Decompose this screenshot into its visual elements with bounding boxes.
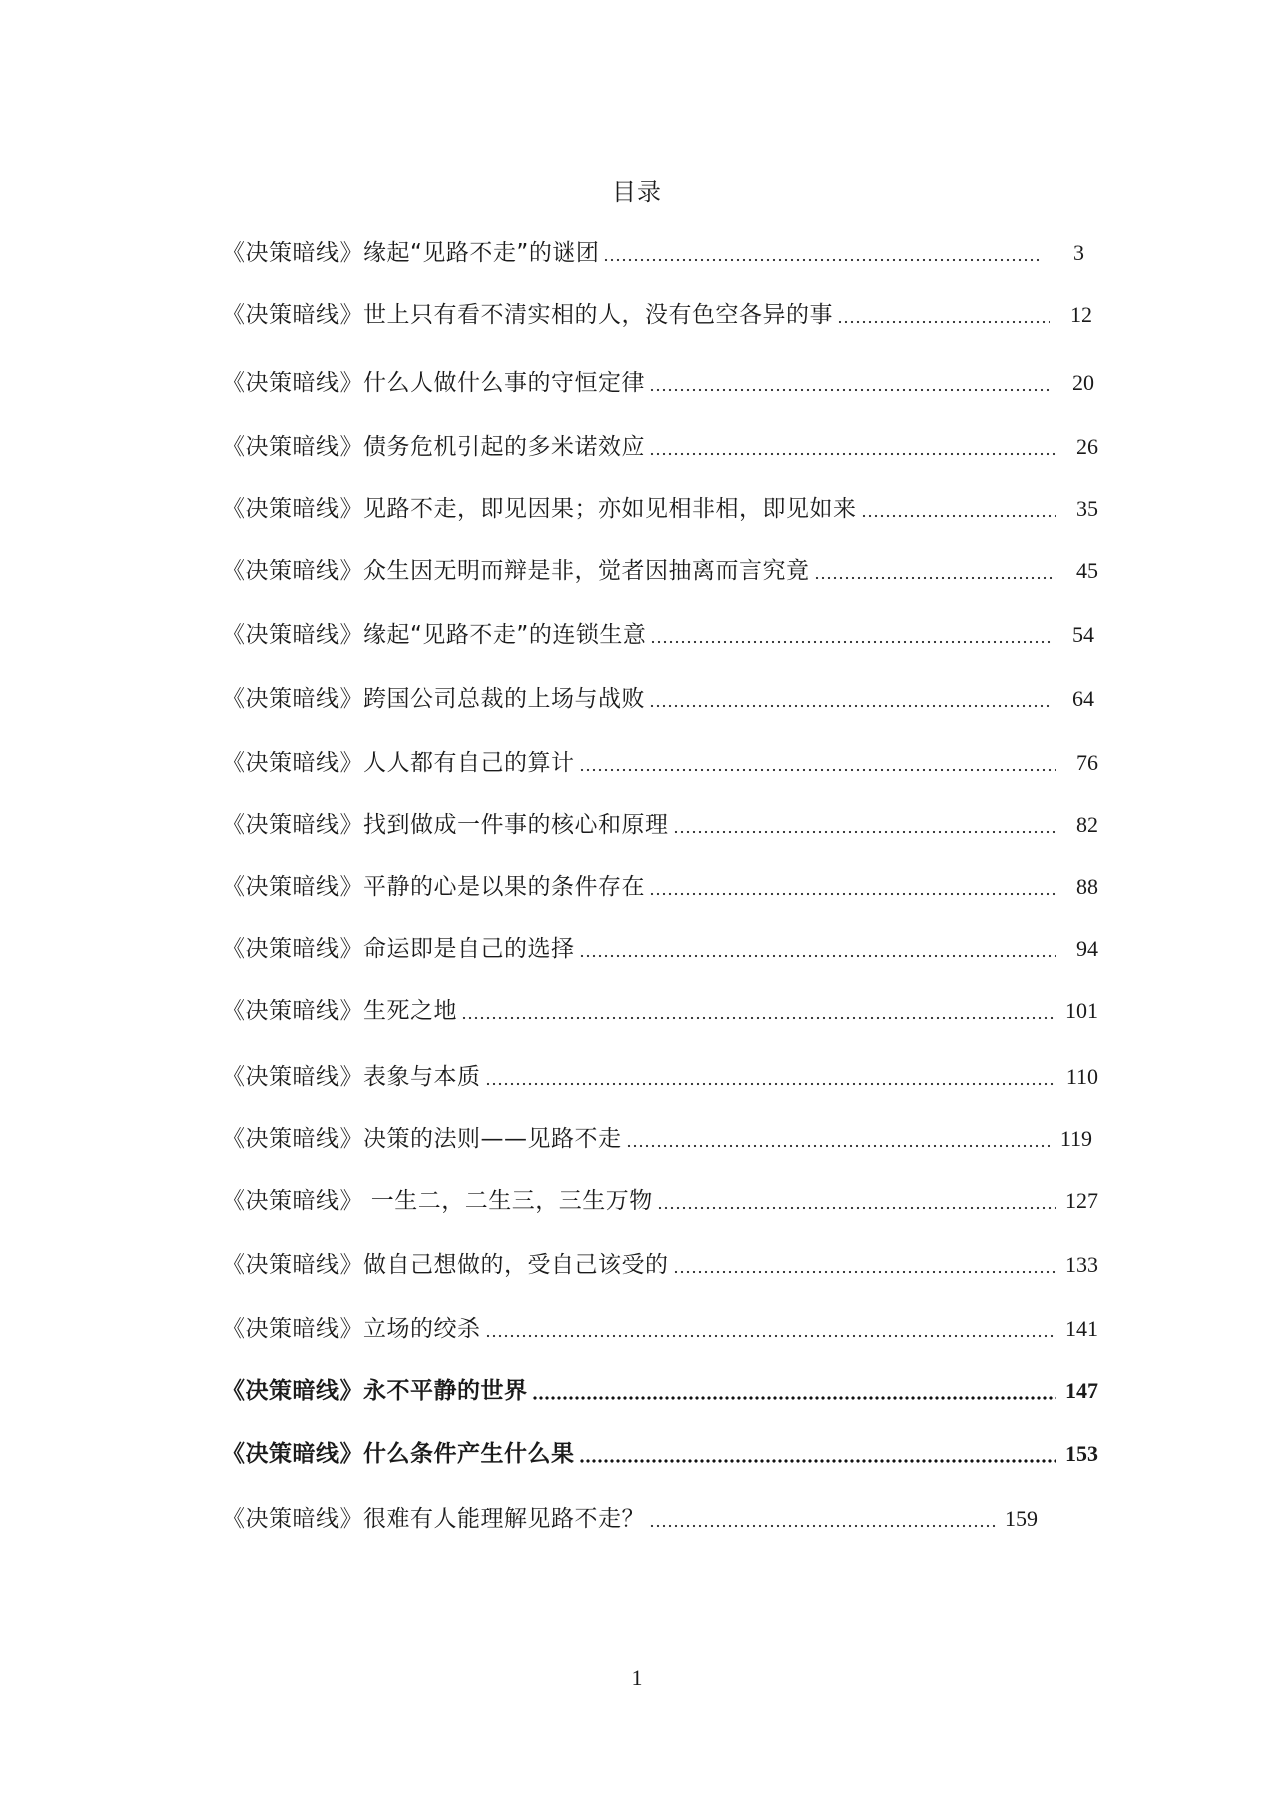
toc-entry[interactable] [222,870,1098,904]
dot-leader [579,935,1057,959]
toc-entry-page-number: 141 [1065,1316,1098,1341]
toc-entry-page-number: 94 [1076,936,1098,961]
dot-leader [532,1377,1057,1401]
dot-leader [649,1505,996,1529]
toc-entry-title: 《决策暗线》很难有人能理解见路不走？ [222,1506,645,1532]
toc-entry[interactable] [222,1312,1098,1346]
dot-leader [579,1440,1057,1464]
toc-entry[interactable] [222,1184,1098,1218]
toc-entry-page-number: 12 [1070,302,1092,327]
toc-entry-page-number: 101 [1065,998,1098,1023]
toc-entry[interactable] [222,1248,1098,1282]
toc-entry-title: 《决策暗线》什么人做什么事的守恒定律 [222,370,645,396]
dot-leader [837,301,1050,325]
toc-entry[interactable] [222,1060,1098,1094]
toc-entry-page-number: 82 [1076,812,1098,837]
toc-entry-page-number: 127 [1065,1188,1098,1213]
toc-entry[interactable] [222,808,1098,842]
dot-leader [673,811,1057,835]
toc-entry-page-number: 3 [1073,240,1084,265]
toc-entry-title: 《决策暗线》生死之地 [222,998,457,1024]
toc-entry-page-number: 26 [1076,434,1098,459]
toc-entry-page-number: 153 [1065,1441,1098,1466]
toc-entry[interactable] [222,236,1084,270]
toc-entry-title: 《决策暗线》表象与本质 [222,1064,481,1090]
toc-entry-page-number: 110 [1065,1064,1098,1089]
toc-entry-title: 《决策暗线》命运即是自己的选择 [222,936,575,962]
toc-entry-page-number: 76 [1076,750,1098,775]
toc-entry-page-number: 159 [1005,1506,1038,1531]
toc-entry-title: 《决策暗线》世上只有看不清实相的人，没有色空各异的事 [222,302,833,328]
toc-entry[interactable] [222,618,1094,652]
toc-entry-title: 《决策暗线》做自己想做的，受自己该受的 [222,1252,669,1278]
dot-leader [861,495,1057,519]
toc-entry-title: 《决策暗线》永不平静的世界 [222,1378,528,1404]
toc-entry-title: 《决策暗线》见路不走，即见因果；亦如见相非相，即见如来 [222,496,857,522]
toc-entry-page-number: 35 [1076,496,1098,521]
dot-leader [485,1063,1057,1087]
dot-leader [626,1125,1051,1149]
toc-entry-page-number: 88 [1076,874,1098,899]
toc-entry[interactable] [222,1437,1098,1471]
page-number: 1 [631,1665,643,1690]
toc-entry-title: 《决策暗线》立场的绞杀 [222,1316,481,1342]
toc-entry[interactable] [222,492,1098,526]
toc-entry-title: 《决策暗线》缘起“见路不走”的连锁生意 [222,622,647,648]
toc-entry-title: 《决策暗线》决策的法则——见路不走 [222,1126,622,1152]
toc-entry-title: 《决策暗线》找到做成一件事的核心和原理 [222,812,669,838]
toc-entry-title: 《决策暗线》跨国公司总裁的上场与战败 [222,686,645,712]
dot-leader [485,1315,1057,1339]
dot-leader [649,369,1052,393]
toc-entry-title: 《决策暗线》众生因无明而辩是非，觉者因抽离而言究竟 [222,558,810,584]
toc-entry[interactable] [222,430,1098,464]
toc-entry-title: 《决策暗线》 一生二，二生三，三生万物 [222,1188,653,1214]
toc-entry-title: 《决策暗线》缘起“见路不走”的谜团 [222,240,600,266]
toc-entry[interactable] [222,994,1098,1028]
toc-entry-page-number: 54 [1072,622,1094,647]
toc-entry[interactable] [222,932,1098,966]
toc-entry[interactable] [222,1374,1098,1408]
dot-leader [657,1187,1056,1211]
toc-entry-page-number: 147 [1065,1378,1098,1403]
dot-leader [461,997,1056,1021]
toc-entry-page-number: 64 [1072,686,1094,711]
toc-entry[interactable] [222,1122,1092,1156]
toc-entry[interactable] [222,298,1092,332]
dot-leader [603,239,1042,263]
toc-entry-page-number: 133 [1065,1252,1098,1277]
dot-leader [673,1251,1057,1275]
dot-leader [649,433,1056,457]
toc-entry-title: 《决策暗线》什么条件产生什么果 [222,1441,575,1467]
dot-leader [814,557,1057,581]
toc-entry[interactable] [222,366,1094,400]
dot-leader [579,749,1057,773]
toc-entry-page-number: 20 [1072,370,1094,395]
toc-entry[interactable] [222,682,1094,716]
dot-leader [650,621,1052,645]
toc-entry-title: 《决策暗线》人人都有自己的算计 [222,750,575,776]
toc-entry-title: 《决策暗线》平静的心是以果的条件存在 [222,874,645,900]
toc-entry[interactable] [222,554,1098,588]
toc-entry-page-number: 45 [1076,558,1098,583]
toc-entry-page-number: 119 [1059,1126,1092,1151]
page-title: 目录 [612,178,662,206]
dot-leader [649,685,1052,709]
toc-entry[interactable] [222,1502,1038,1536]
toc-entry-title: 《决策暗线》债务危机引起的多米诺效应 [222,434,645,460]
toc-entry[interactable] [222,746,1098,780]
dot-leader [649,873,1056,897]
